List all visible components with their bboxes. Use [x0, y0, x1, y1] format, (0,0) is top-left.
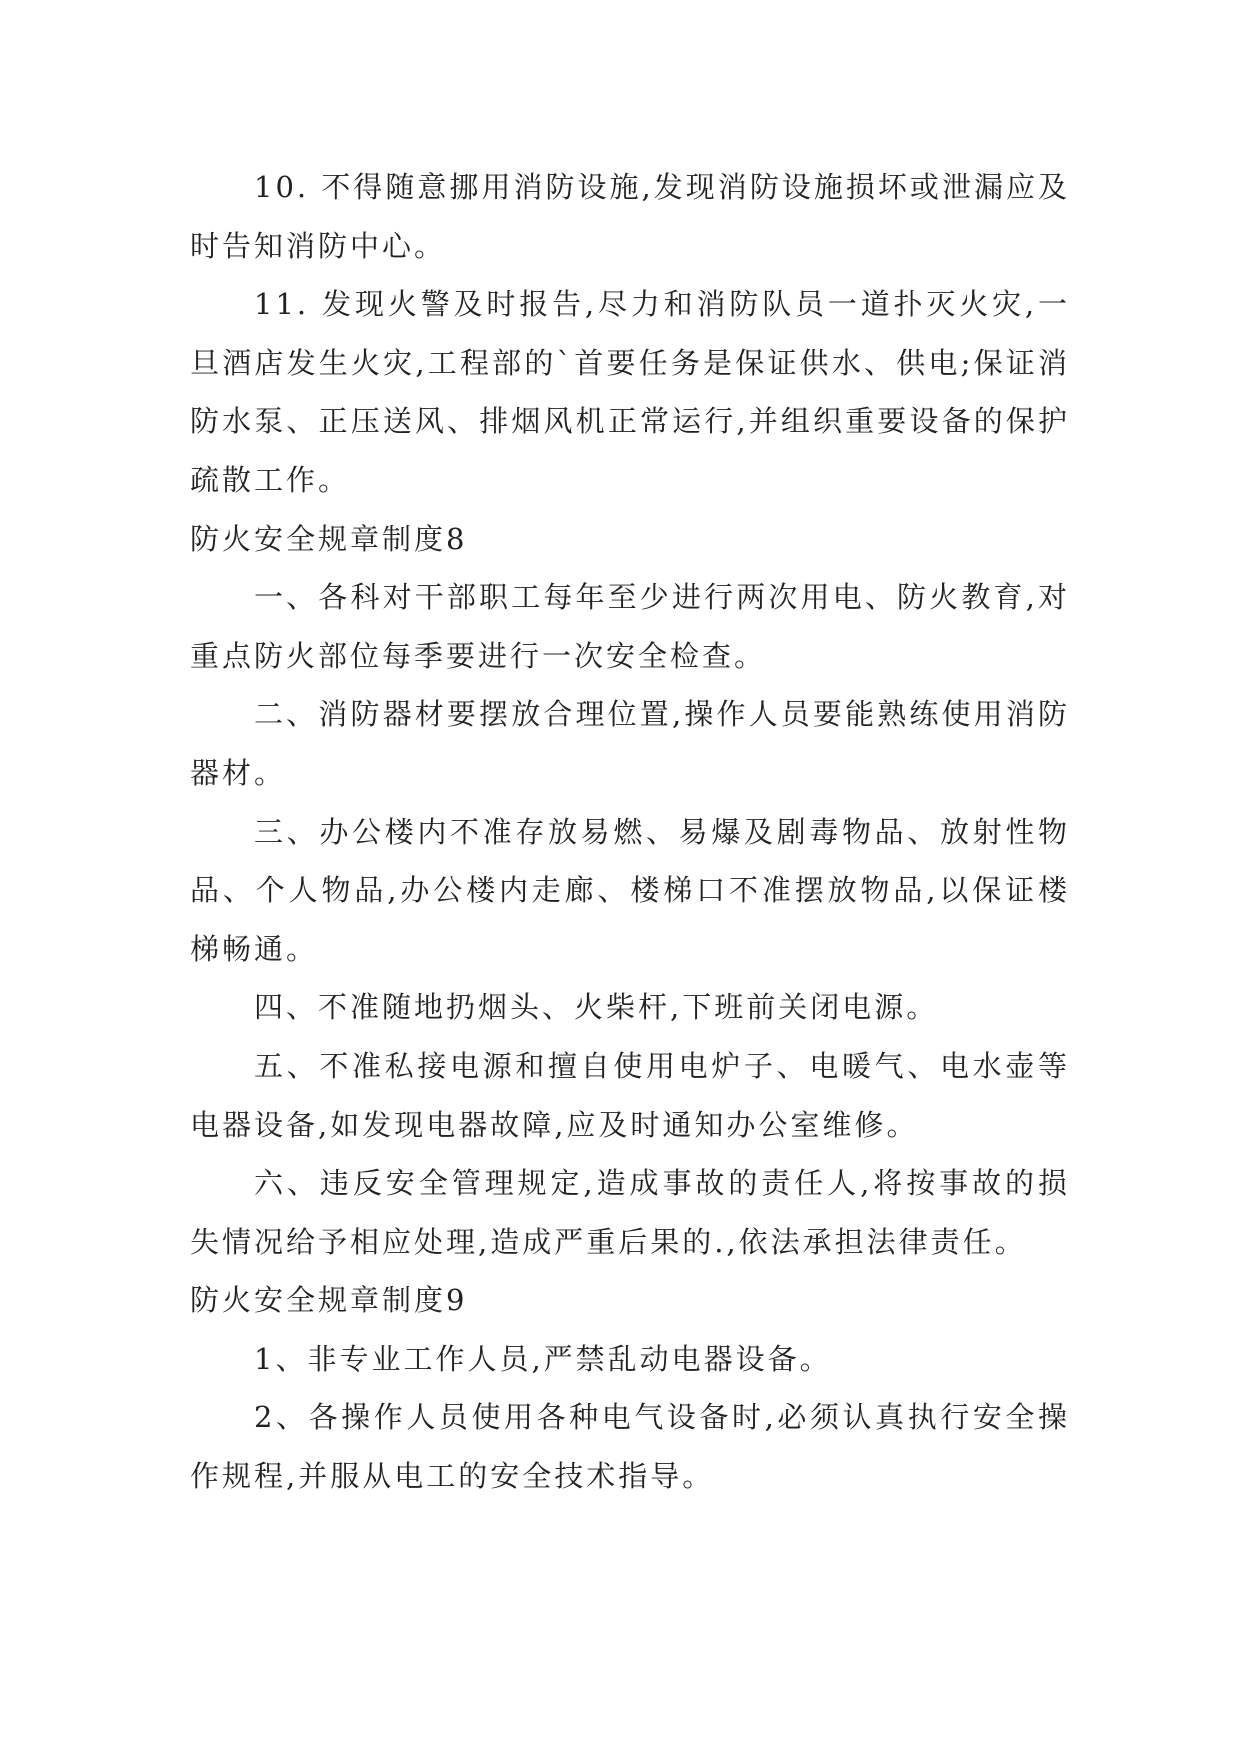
- paragraph-item-1: 一、各科对干部职工每年至少进行两次用电、防火教育,对重点防火部位每季要进行一次安全检查。: [190, 580, 1070, 673]
- paragraph-item-6: 六、违反安全管理规定,造成事故的责任人,将按事故的损失情况给予相应处理,造成严重后果的.,依法承担法律责任。: [190, 1166, 1070, 1259]
- paragraph-rule-11: 11. 发现火警及时报告,尽力和消防队员一道扑灭火灾,一旦酒店发生火灾,工程部的`首要任务是保证供水、供电;保证消防水泵、正压送风、排烟风机正常运行,并组织重要设备的保护疏散工作。: [190, 287, 1070, 497]
- paragraph-rule-2: 2、各操作人员使用各种电气设备时,必须认真执行安全操作规程,并服从电工的安全技术指导。: [190, 1400, 1070, 1494]
- paragraph-item-2: 二、消防器材要摆放合理位置,操作人员要能熟练使用消防器材。: [190, 697, 1070, 790]
- paragraph-rule-10: 10. 不得随意挪用消防设施,发现消防设施损坏或泄漏应及时告知消防中心。: [190, 170, 1070, 263]
- paragraph-item-3: 三、办公楼内不准存放易燃、易爆及剧毒物品、放射性物品、个人物品,办公楼内走廊、楼梯口不准摆放物品,以保证楼梯畅通。: [190, 814, 1070, 966]
- document-body: [190, 158, 1070, 1506]
- paragraph-item-4: 四、不准随地扔烟头、火柴杆,下班前关闭电源。: [254, 990, 939, 1025]
- section-heading-9: 防火安全规章制度9: [190, 1283, 468, 1318]
- section-heading-8: 防火安全规章制度8: [190, 521, 468, 556]
- paragraph-rule-1: 1、非专业工作人员,严禁乱动电器设备。: [254, 1341, 832, 1376]
- paragraph-item-5: 五、不准私接电源和擅自使用电炉子、电暖气、电水壶等电器设备,如发现电器故障,应及时通知办公室维修。: [190, 1048, 1070, 1142]
